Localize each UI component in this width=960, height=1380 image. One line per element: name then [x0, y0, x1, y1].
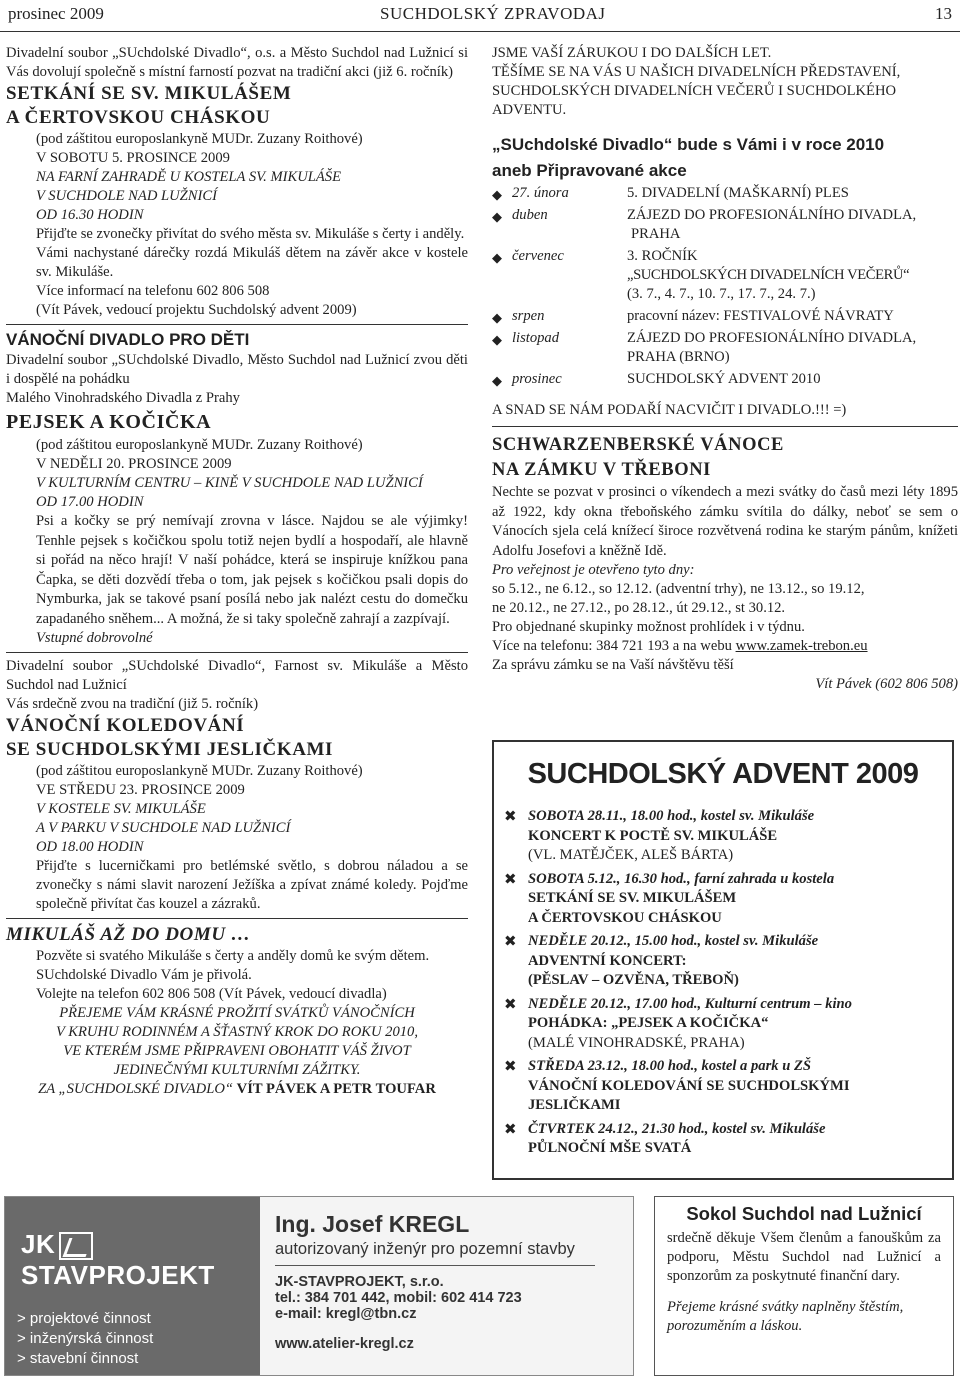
section-divider [6, 918, 468, 919]
header-rule [0, 31, 960, 32]
ad-phone: tel.: 384 701 442, mobil: 602 414 723 [275, 1290, 522, 1306]
advent-item-head: SOBOTA 28.11., 18.00 hod., kostel sv. Mikuláše [528, 808, 815, 824]
advent-item-line-2: A ČERTOVSKOU CHÁSKOU [528, 909, 722, 926]
advent-item-line: KONCERT K POCTĚ SV. MIKULÁŠE [528, 827, 778, 844]
koledovani-text: Přijďte s lucerničkami pro betlémské světlo, s dobrou náladou a se zvonečky s námi slavit narození Ježíška a zpívat známé koledy. Pojďme společně přivítat čas kouzel a zázraků. [36, 858, 468, 912]
advent-item-head: SOBOTA 5.12., 16.30 hod., farní zahrada u kostela [528, 870, 835, 887]
vanocni-divadlo-heading: VÁNOČNÍ DIVADLO PRO DĚTI [6, 330, 250, 349]
wish-line: VE KTERÉM JSME PŘIPRAVENI OBOHATIT VÁŠ ŽIVOT [63, 1043, 411, 1059]
advent-item [504, 1057, 952, 1116]
wish-line: PŘEJEME VÁM KRÁSNÉ PROŽITÍ SVÁTKŮ VÁNOČNÍCH [59, 1005, 415, 1021]
plan-top-1: JSME VAŠÍ ZÁRUKOU I DO DALŠÍCH LET. [492, 45, 772, 61]
schedule-row [492, 247, 958, 304]
event-place: V KULTURNÍM CENTRU – KINĚ V SUCHDOLE NAD LUŽNICÍ [36, 475, 423, 491]
schedule-what: ZÁJEZD DO PROFESIONÁLNÍHO DIVADLA, [627, 207, 917, 223]
diamond-bullet-icon: ◆ [492, 209, 502, 224]
ad-person-name: Ing. Josef KREGL [275, 1211, 470, 1237]
diamond-bullet-icon: ◆ [492, 373, 502, 388]
mikulas-text-3: Volejte na telefon 602 806 508 (Vít Pávek, vedoucí divadla) [36, 986, 387, 1002]
advent-item-line: POHÁDKA: „PEJSEK A KOČIČKA“ [528, 1015, 769, 1031]
schedule-row [492, 307, 958, 326]
schedule-what: pracovní název: FESTIVALOVÉ NÁVRATY [627, 308, 894, 324]
schedule-what-2: PRAHA (BRNO) [627, 349, 730, 365]
christmas-wish [6, 1004, 468, 1099]
schedule-row [492, 329, 958, 367]
setkani-heading: SETKÁNÍ SE SV. MIKULÁŠEM [6, 83, 292, 104]
advent-item [504, 995, 952, 1054]
diamond-bullet-icon: ◆ [492, 187, 502, 202]
sokol-text: srdečně děkuje Všem členům a fanouškům za podporu, Městu Suchdol nad Lužnicí a sponzorům za poskytnuté finanční dary. [667, 1230, 941, 1284]
setkani-details [6, 130, 468, 320]
page-number: 13 [935, 4, 952, 23]
schedule-what: 3. ROČNÍK [627, 248, 698, 264]
advent-box [492, 740, 954, 1180]
zamek-trebon-link[interactable]: www.zamek-trebon.eu [735, 638, 868, 654]
sokol-wish: Přejeme krásné svátky naplněny štěstím, porozuměním a láskou. [667, 1299, 904, 1334]
schedule-what-3: (3. 7., 4. 7., 10. 7., 17. 7., 24. 7.) [627, 286, 816, 302]
page-header [8, 2, 952, 30]
schedule-when: 27. února [512, 185, 569, 201]
schedule-when: prosinec [512, 371, 562, 387]
schwarz-dates-1: so 5.12., ne 6.12., so 12.12. (adventní trhy), ne 13.12., so 19.12, [492, 581, 865, 597]
advent-item-line-2: (VL. MATĚJČEK, ALEŠ BÁRTA) [528, 847, 734, 863]
service-item: > inženýrská činnost [17, 1330, 154, 1347]
schwarz-signature: Vít Pávek (602 806 508) [815, 676, 958, 692]
setkani-text-4: (Vít Pávek, vedoucí projektu Suchdolský advent 2009) [36, 302, 357, 318]
schedule-what: ZÁJEZD DO PROFESIONÁLNÍHO DIVADLA, [627, 330, 917, 346]
event-date: V SOBOTU 5. PROSINCE 2009 [36, 150, 230, 166]
advent-item-head: STŘEDA 23.12., 18.00 hod., kostel a park u ZŠ [528, 1058, 812, 1074]
schedule-when: červenec [512, 248, 564, 264]
logo-mark-icon [59, 1232, 93, 1260]
diamond-bullet-icon: ◆ [492, 332, 502, 347]
cross-bullet-icon: ✖ [504, 1119, 517, 1138]
koledovani-intro-2: Vás srdečně zvou na tradiční (již 5. ročník) [6, 696, 259, 712]
plan-close: A SNAD SE NÁM PODAŘÍ NACVIČIT I DIVADLO.!!! =) [492, 402, 847, 418]
ad-left-panel [5, 1197, 260, 1376]
advent-item [504, 807, 952, 866]
event-date: VE STŘEDU 23. PROSINCE 2009 [36, 782, 245, 798]
cross-bullet-icon: ✖ [504, 807, 517, 825]
service-item: > projektové činnost [17, 1310, 151, 1327]
patronage: (pod záštitou europoslankyně MUDr. Zuzany Roithové) [36, 763, 363, 779]
entry-fee: Vstupné dobrovolné [36, 630, 153, 646]
schwarz-open: Pro veřejnost je otevřeno tyto dny: [492, 562, 695, 578]
advent-item [504, 870, 952, 929]
schwarz-groups: Pro objednané skupinky možnost prohlídek i v týdnu. [492, 619, 805, 635]
newsletter-title: SUCHDOLSKÝ ZPRAVODAJ [380, 4, 606, 23]
advent-item-head: NEDĚLE 20.12., 15.00 hod., kostel sv. Mikuláše [528, 933, 819, 949]
pejsek-text: Psi a kočky se prý nemívají zrovna v lásce. Najdou se ale výjimky! Tenhle pejsek s kočičkou spolu totiž nejen bydlí a hospodaří, ale hlavně si pořád na něco hrají! V naší pohádce, která se inspiruje knížkou pana Čapka, se děti dozvědí třeba o tom, jak pejsek s kočičkou psali dopis do Nymburka, jak se takové psaní posílá nebo jak nalézt cestu do domečku zapadaného sněhem... A možná, že si taky společně zahrají a zazpívají. [36, 513, 468, 627]
koledovani-intro: Divadelní soubor „SUchdolské Divadlo“, Farnost sv. Mikuláše a Město Suchdol nad Lužnicí [6, 658, 468, 693]
cross-bullet-icon: ✖ [504, 1057, 517, 1075]
schedule-when: srpen [512, 308, 545, 324]
signature-org: ZA „SUCHDOLSKÉ DIVADLO“ [38, 1081, 237, 1097]
ad-contact [275, 1211, 625, 1352]
schwarz-thanks: Za správu zámku se na Vaší návštěvu těší [492, 657, 734, 673]
issue-date: prosinec 2009 [8, 4, 104, 23]
plan-heading: „SUchdolské Divadlo“ bude s Vámi i v roce 2010 [492, 135, 885, 154]
advent-item-line: ADVENTNÍ KONCERT: [528, 952, 687, 969]
wish-line: V KRUHU RODINNÉM A ŠŤASTNÝ KROK DO ROKU 2010, [55, 1024, 419, 1040]
schwarz-info-text: Více na telefonu: 384 721 193 a na webu [492, 638, 736, 654]
ad-divider [275, 1265, 595, 1266]
advent-item-line-2: (MALÉ VINOHRADSKÉ, PRAHA) [528, 1034, 745, 1051]
ad-services [17, 1309, 153, 1369]
mikulas-text-1: Pozvěte si svatého Mikuláše s čerty a anděly domů ke svým dětem. [36, 948, 430, 964]
patronage: (pod záštitou europoslankyně MUDr. Zuzany Roithové) [36, 131, 363, 147]
pejsek-heading: PEJSEK A KOČIČKA [6, 411, 212, 433]
advent-item-line: PŮLNOČNÍ MŠE SVATÁ [528, 1140, 692, 1156]
event-time: OD 17.00 HODIN [36, 494, 144, 510]
plan-subheading: aneb Připravované akce [492, 161, 687, 180]
mikulas-heading: MIKULÁŠ AŽ DO DOMU … [6, 924, 251, 945]
ad-person-title: autorizovaný inženýr pro pozemní stavby [275, 1240, 575, 1258]
mikulas-details [6, 947, 468, 1004]
koledovani-heading-2: SE SUCHDOLSKÝMI JESLIČKAMI [6, 739, 334, 760]
schwarz-heading: SCHWARZENBERSKÉ VÁNOCE [492, 435, 784, 455]
stavprojekt-logo: JKSTAVPROJEKT [21, 1229, 215, 1291]
event-time: OD 18.00 HODIN [36, 839, 144, 855]
event-place-2: A V PARKU V SUCHDOLE NAD LUŽNICÍ [36, 820, 291, 836]
diamond-bullet-icon: ◆ [492, 250, 502, 265]
advent-item-head: ČTVRTEK 24.12., 21.30 hod., kostel sv. Mikuláše [528, 1120, 826, 1137]
cross-bullet-icon: ✖ [504, 932, 517, 950]
advent-item-line-2: (PĚSLAV – OZVĚNA, TŘEBOŇ) [528, 972, 739, 988]
setkani-intro: Divadelní soubor „SUchdolské Divadlo“, o.s. a Město Suchdol nad Lužnicí si Vás dovolují společně s místní farností pozvat na tradiční akci (již 6. ročník) [6, 45, 468, 80]
schwarz-dates-2: ne 20.12., ne 27.12., po 28.12., út 29.12., st 30.12. [492, 600, 786, 616]
advent-item-line-2: JESLIČKAMI [528, 1097, 621, 1113]
setkani-text-2: Vámi nachystané dárečky rozdá Mikuláš dětem na závěr akce v kostele sv. Mikuláše. [36, 245, 468, 280]
wish-line: JEDINEČNÝMI KULTURNÍMI ZÁŽITKY. [113, 1062, 361, 1078]
schedule-what: SUCHDOLSKÝ ADVENT 2010 [627, 371, 821, 387]
right-column [492, 44, 958, 694]
event-place: NA FARNÍ ZAHRADĚ U KOSTELA SV. MIKULÁŠE [36, 169, 341, 185]
section-divider [6, 652, 468, 653]
advent-list [494, 807, 952, 1159]
advent-item [504, 932, 952, 991]
schwarz-text: Nechte se pozvat v prosinci o víkendech a mezi svátky do časů mezi léty 1895 až 1922, kdy okna třeboňského zámku svítila do dálky, neboť se sem o Vánocích sjela celá knížecí široce rozvětvená rodina ke starým pánům, knížeti Adolfu Josefovi a kněžně Idě. [492, 484, 958, 559]
advent-title: SUCHDOLSKÝ ADVENT 2009 [527, 758, 919, 790]
sokol-box [654, 1196, 954, 1376]
sokol-title: Sokol Suchdol nad Lužnicí [686, 1203, 922, 1224]
advent-item-head: NEDĚLE 20.12., 17.00 hod., Kulturní centrum – kino [528, 995, 852, 1012]
section-divider [6, 324, 468, 325]
schedule-what: 5. DIVADELNÍ (MAŠKARNÍ) PLES [627, 185, 849, 201]
schedule-what-2: PRAHA [631, 226, 681, 242]
mikulas-text-2: SUchdolské Divadlo Vám je přivolá. [36, 967, 252, 983]
pejsek-intro: Divadelní soubor „SUchdolské Divadlo, Město Suchdol nad Lužnicí zvou děti i dospělé na pohádku [6, 352, 468, 387]
ad-website[interactable]: www.atelier-kregl.cz [275, 1336, 414, 1352]
schedule-row [492, 184, 958, 203]
setkani-heading-2: A ČERTOVSKOU CHÁSKOU [6, 107, 271, 128]
koledovani-heading: VÁNOČNÍ KOLEDOVÁNÍ [6, 715, 245, 736]
plan-top-2: TĚŠÍME SE NA VÁS U NAŠICH DIVADELNÍCH PŘEDSTAVENÍ, SUCHDOLSKÝCH DIVADELNÍCH VEČERŮ I SUCHDOLKÉHO ADVENTU. [492, 64, 901, 118]
schwarz-info [492, 637, 958, 656]
pejsek-details [6, 436, 468, 648]
pejsek-intro-2: Malého Vinohradského Divadla z Prahy [6, 390, 240, 406]
service-item: > stavební činnost [17, 1350, 139, 1367]
koledovani-details [6, 762, 468, 914]
event-time: OD 16.30 HODIN [36, 207, 144, 223]
diamond-bullet-icon: ◆ [492, 310, 502, 325]
setkani-text-1: Přijďte se zvonečky přivítat do svého města sv. Mikuláše s čerty i anděly. [36, 226, 465, 242]
left-column [6, 44, 468, 1099]
section-divider [492, 426, 958, 427]
event-place: V KOSTELE SV. MIKULÁŠE [36, 801, 206, 817]
plan-schedule [492, 184, 958, 389]
schedule-row [492, 206, 958, 244]
cross-bullet-icon: ✖ [504, 994, 517, 1013]
schedule-when: duben [512, 207, 548, 223]
advent-item-line: SETKÁNÍ SE SV. MIKULÁŠEM [528, 890, 737, 906]
event-date: V NEDĚLI 20. PROSINCE 2009 [36, 456, 232, 472]
setkani-text-3: Více informací na telefonu 602 806 508 [36, 283, 270, 299]
ad-email[interactable]: e-mail: kregl@tbn.cz [275, 1306, 417, 1322]
patronage: (pod záštitou europoslankyně MUDr. Zuzany Roithové) [36, 437, 363, 453]
schedule-what-2: „SUCHDOLSKÝCH DIVADELNÍCH VEČERŮ“ [627, 267, 910, 283]
signature-names: VÍT PÁVEK A PETR TOUFAR [236, 1081, 436, 1097]
stavprojekt-ad [4, 1196, 634, 1376]
advent-item [504, 1120, 952, 1159]
signature [6, 1080, 468, 1099]
cross-bullet-icon: ✖ [504, 869, 517, 888]
schwarz-heading-2: NA ZÁMKU V TŘEBONI [492, 460, 711, 480]
advent-item-line: VÁNOČNÍ KOLEDOVÁNÍ SE SUCHDOLSKÝMI [528, 1077, 850, 1094]
schedule-when: listopad [512, 330, 560, 346]
ad-company: JK-STAVPROJEKT, s.r.o. [275, 1274, 444, 1290]
schedule-row [492, 370, 958, 389]
event-place-2: V SUCHDOLE NAD LUŽNICÍ [36, 188, 217, 204]
